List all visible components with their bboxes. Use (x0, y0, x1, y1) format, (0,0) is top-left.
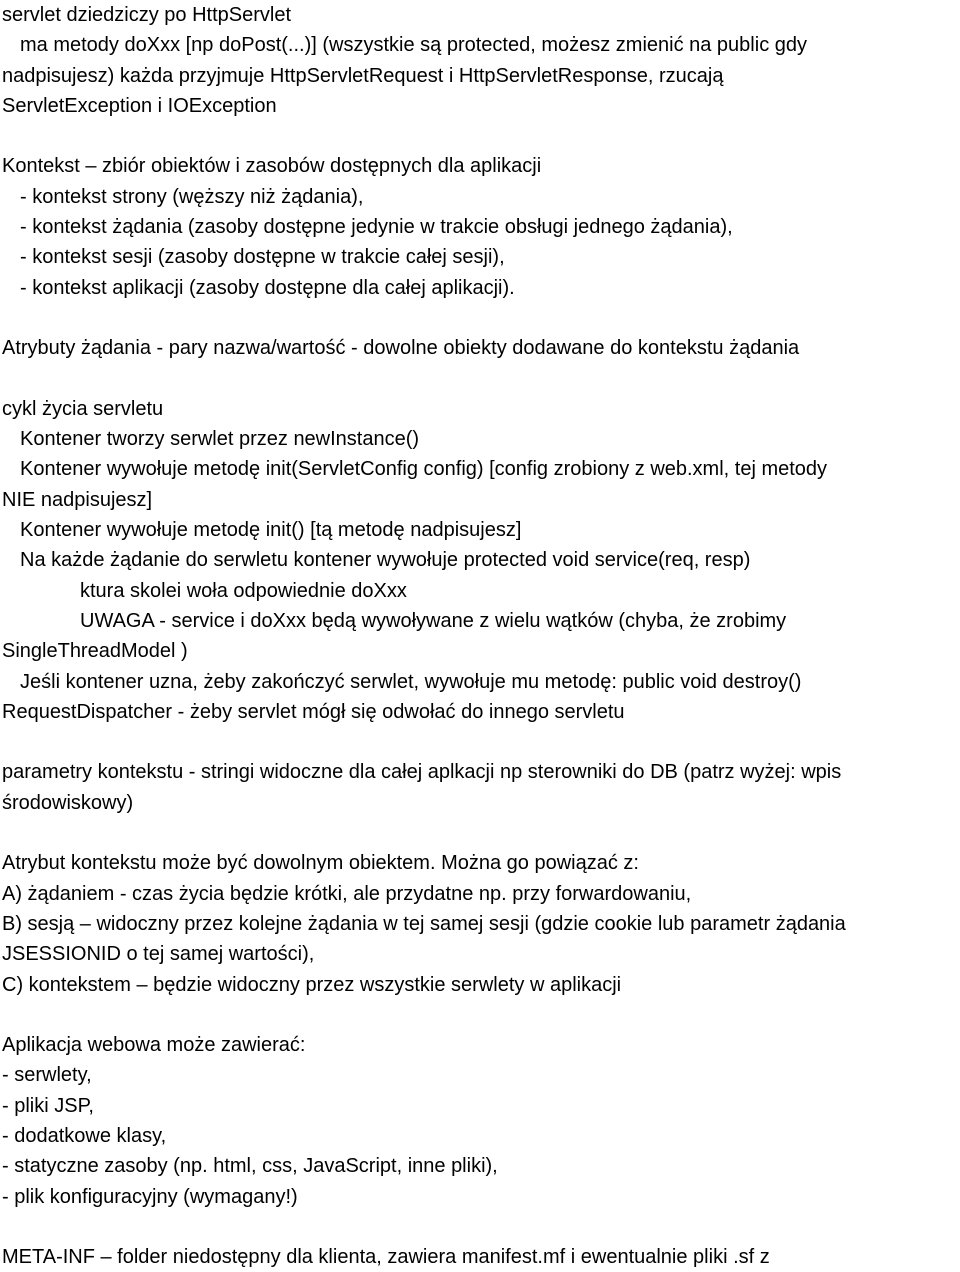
section-context-attribute (2, 848, 958, 999)
list-item: - plik konfiguracyjny (wymagany!) (2, 1185, 298, 1208)
list-item: - kontekst aplikacji (zasoby dostępne dla całej aplikacji). (20, 276, 515, 299)
text-line: Kontekst – zbiór obiektów i zasobów dostępnych dla aplikacji (2, 155, 542, 178)
text-line: parametry kontekstu - stringi widoczne dla całej aplkacji np sterowniki do DB (patrz wyżej: wpis (2, 761, 842, 784)
text-line: cykl życia servletu (2, 397, 164, 420)
text-line: Jeśli kontener uzna, żeby zakończyć serwlet, wywołuje mu metodę: public void destroy() (20, 670, 802, 693)
section-meta-inf: META-INF – folder niedostępny dla klienta, zawiera manifest.mf i ewentualnie pliki .sf z (2, 1246, 770, 1269)
list-item: - pliki JSP, (2, 1094, 94, 1117)
text-line: SingleThreadModel ) (2, 640, 188, 663)
blank-line (2, 818, 958, 848)
list-item: - kontekst strony (węższy niż żądania), (20, 185, 364, 208)
section-params (2, 757, 958, 818)
list-item: - kontekst sesji (zasoby dostępne w trakcie całej sesji), (20, 246, 505, 269)
blank-line (2, 364, 958, 394)
list-item: - serwlety, (2, 1064, 92, 1087)
list-item: C) kontekstem – będzie widoczny przez wszystkie serwlety w aplikacji (2, 973, 622, 996)
text-line: ServletException i IOException (2, 94, 277, 117)
text-line: JSESSIONID o tej samej wartości), (2, 943, 315, 966)
section-servlet (2, 0, 958, 121)
blank-line (2, 121, 958, 151)
list-item: B) sesją – widoczny przez kolejne żądania w tej samej sesji (gdzie cookie lub parametr żądania (2, 912, 846, 935)
blank-line (2, 303, 958, 333)
section-context (2, 151, 958, 302)
blank-line (2, 1212, 958, 1242)
text-line: RequestDispatcher - żeby servlet mógł się odwołać do innego servletu (2, 700, 625, 723)
text-line: Kontener wywołuje metodę init(ServletConfig config) [config zrobiony z web.xml, tej metody (20, 458, 828, 481)
section-lifecycle (2, 394, 958, 727)
document-page (2, 0, 958, 1272)
blank-line (2, 1000, 958, 1030)
list-item: - statyczne zasoby (np. html, css, JavaScript, inne pliki), (2, 1155, 498, 1178)
text-line: servlet dziedziczy po HttpServlet (2, 4, 292, 26)
text-line: ma metody doXxx [np doPost(...)] (wszystkie są protected, możesz zmienić na public gdy (20, 34, 807, 57)
text-line: Aplikacja webowa może zawierać: (2, 1034, 306, 1057)
text-line: NIE nadpisujesz] (2, 488, 153, 511)
list-item: A) żądaniem - czas życia będzie krótki, ale przydatne np. przy forwardowaniu, (2, 882, 692, 905)
section-webapp (2, 1030, 958, 1212)
section-attributes: Atrybuty żądania - pary nazwa/wartość - dowolne obiekty dodawane do kontekstu żądania (2, 337, 800, 360)
blank-line (2, 727, 958, 757)
text-line: ktura skolei woła odpowiednie doXxx (80, 579, 407, 602)
text-line: Kontener tworzy serwlet przez newInstance() (20, 428, 420, 451)
text-line: Na każde żądanie do serwletu kontener wywołuje protected void service(req, resp) (20, 549, 751, 572)
text-line: UWAGA - service i doXxx będą wywoływane z wielu wątków (chyba, że zrobimy (80, 609, 787, 632)
text-line: Atrybut kontekstu może być dowolnym obiektem. Można go powiązać z: (2, 852, 639, 875)
text-line: nadpisujesz) każda przyjmuje HttpServletRequest i HttpServletResponse, rzucają (2, 64, 724, 87)
list-item: - dodatkowe klasy, (2, 1124, 167, 1147)
text-line: środowiskowy) (2, 791, 134, 814)
text-line: Kontener wywołuje metodę init() [tą metodę nadpisujesz] (20, 519, 522, 542)
list-item: - kontekst żądania (zasoby dostępne jedynie w trakcie obsługi jednego żądania), (20, 216, 733, 239)
